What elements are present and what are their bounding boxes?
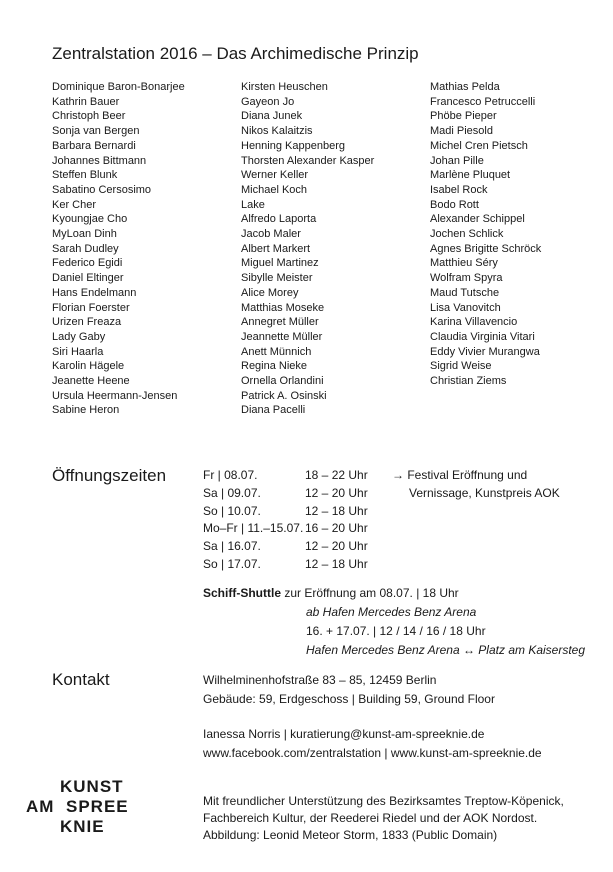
artist-name: Michel Cren Pietsch <box>430 139 528 152</box>
artist-name: Werner Keller <box>241 169 309 182</box>
artist-name: Sibylle Meister <box>241 272 313 285</box>
artist-name: Christian Ziems <box>430 375 507 388</box>
opening-time: 12 – 18 Uhr <box>305 503 368 518</box>
kunst-am-spreeknie-logo <box>26 777 151 839</box>
opening-time: 16 – 20 Uhr <box>305 521 368 536</box>
artist-name: Claudia Virginia Vitari <box>430 330 535 343</box>
artist-name: Annegret Müller <box>241 316 319 329</box>
opening-time: 12 – 20 Uhr <box>305 539 368 554</box>
shuttle-info <box>203 584 585 660</box>
artist-name: Johan Pille <box>430 154 484 167</box>
artist-name: Lady Gaby <box>52 330 106 343</box>
artist-name: MyLoan Dinh <box>52 228 117 241</box>
contact-web-line[interactable]: www.facebook.com/zentralstation | www.kunst-am-spreeknie.de <box>203 746 542 760</box>
opening-time: 12 – 18 Uhr <box>305 556 368 571</box>
artist-list-column-1 <box>52 80 185 418</box>
artist-name: Matthias Moseke <box>241 301 325 314</box>
artist-name: Urizen Freaza <box>52 316 122 329</box>
opening-note <box>392 467 560 503</box>
artist-name: Matthieu Séry <box>430 257 498 270</box>
address-line: Gebäude: 59, Erdgeschoss | Building 59, Ground Floor <box>203 692 495 706</box>
artist-name: Gayeon Jo <box>241 95 295 108</box>
artist-name: Sarah Dudley <box>52 242 119 255</box>
page-title: Zentralstation 2016 – Das Archimedische Prinzip <box>52 44 419 63</box>
opening-day: So | 10.07. <box>203 503 261 518</box>
opening-day: So | 17.07. <box>203 556 261 571</box>
artist-list-column-3 <box>430 80 541 389</box>
artist-name: Sonja van Bergen <box>52 125 140 138</box>
artist-list-column-2 <box>241 80 374 418</box>
opening-day: Sa | 16.07. <box>203 539 261 554</box>
artist-name: Kathrin Bauer <box>52 95 120 108</box>
artist-name: Miguel Martinez <box>241 257 319 270</box>
shuttle-route: Hafen Mercedes Benz Arena ↔ Platz am Kaisersteg <box>306 643 586 657</box>
artist-name: Maud Tutsche <box>430 286 500 299</box>
artist-name: Madi Piesold <box>430 125 493 138</box>
artist-name: Henning Kappenberg <box>241 139 345 152</box>
credit-line: Abbildung: Leonid Meteor Storm, 1833 (Public Domain) <box>203 828 498 842</box>
artist-name: Patrick A. Osinski <box>241 389 327 402</box>
artist-name: Sigrid Weise <box>430 360 492 373</box>
artist-name: Ornella Orlandini <box>241 375 324 388</box>
opening-day: Mo–Fr | 11.–15.07. <box>203 521 304 536</box>
artist-name: Jacob Maler <box>241 228 301 241</box>
artist-name: Kirsten Heuschen <box>241 81 328 93</box>
artist-name: Regina Nieke <box>241 360 308 373</box>
artist-name: Jochen Schlick <box>430 228 504 241</box>
opening-time: 12 – 20 Uhr <box>305 485 368 500</box>
logo-word: SPREE <box>66 797 129 816</box>
logo-word: KUNST <box>60 777 124 796</box>
artist-name: Barbara Bernardi <box>52 139 136 152</box>
artist-name: Hans Endelmann <box>52 286 137 299</box>
address-line: Wilhelminenhofstraße 83 – 85, 12459 Berlin <box>203 673 437 687</box>
credit-line: Fachbereich Kultur, der Reederei Riedel und der AOK Nordost. <box>203 811 538 825</box>
credit-line: Mit freundlicher Unterstützung des Bezirksamtes Treptow-Köpenick, <box>203 794 564 808</box>
artist-name: Phöbe Pieper <box>430 110 497 123</box>
artist-name: Christoph Beer <box>52 110 126 123</box>
artist-name: Karolin Hägele <box>52 360 125 373</box>
artist-name: Thorsten Alexander Kasper <box>241 154 375 167</box>
artist-name: Francesco Petruccelli <box>430 95 536 108</box>
shuttle-times: 16. + 17.07. | 12 / 14 / 16 / 18 Uhr <box>306 624 486 638</box>
artist-name: Mathias Pelda <box>430 81 500 93</box>
artist-name: Johannes Bittmann <box>52 154 147 167</box>
opening-note-line: Vernissage, Kunstpreis AOK <box>409 485 560 500</box>
artist-name: Federico Egidi <box>52 257 123 270</box>
artist-name: Steffen Blunk <box>52 169 118 182</box>
logo-word: KNIE <box>60 817 105 836</box>
artist-name: Jeanette Heene <box>52 375 130 388</box>
opening-day: Fr | 08.07. <box>203 468 258 482</box>
artist-name: Karina Villavencio <box>430 316 518 329</box>
contact-details <box>203 725 542 763</box>
artist-name: Alfredo Laporta <box>241 213 317 226</box>
artist-name: Diana Pacelli <box>241 404 306 417</box>
artist-name: Jeannette Müller <box>241 330 323 343</box>
artist-name: Alexander Schippel <box>430 213 525 226</box>
artist-name: Ursula Heermann-Jensen <box>52 389 178 402</box>
contact-address <box>203 671 495 709</box>
credits <box>203 793 564 844</box>
shuttle-opening-time: zur Eröffnung am 08.07. | 18 Uhr <box>281 586 459 600</box>
shuttle-departure: ab Hafen Mercedes Benz Arena <box>306 605 477 619</box>
artist-name: Ker Cher <box>52 198 97 211</box>
artist-name: Anett Münnich <box>241 345 312 358</box>
opening-hours-heading: Öffnungszeiten <box>52 466 167 485</box>
artist-name: Dominique Baron-Bonarjee <box>52 81 185 93</box>
artist-name: Marlène Pluquet <box>430 169 511 182</box>
artist-name: Wolfram Spyra <box>430 272 503 285</box>
artist-name: Albert Markert <box>241 242 311 255</box>
artist-name: Siri Haarla <box>52 345 104 358</box>
artist-name: Florian Foerster <box>52 301 130 314</box>
artist-name: Bodo Rott <box>430 198 479 211</box>
contact-email-line[interactable]: Ianessa Norris | kuratierung@kunst-am-spreeknie.de <box>203 727 485 741</box>
opening-day: Sa | 09.07. <box>203 485 261 500</box>
artist-name: Daniel Eltinger <box>52 272 124 285</box>
artist-name: Lisa Vanovitch <box>430 301 501 314</box>
logo-word: AM <box>26 797 55 816</box>
artist-name: Eddy Vivier Murangwa <box>430 345 540 358</box>
opening-note-line: → Festival Eröffnung und <box>392 468 528 482</box>
artist-name: Agnes Brigitte Schröck <box>430 242 542 255</box>
artist-name: Sabine Heron <box>52 404 120 417</box>
artist-name: Lake <box>241 198 265 211</box>
artist-name: Alice Morey <box>241 286 299 299</box>
shuttle-label: Schiff-Shuttle <box>203 586 281 600</box>
artist-name: Nikos Kalaitzis <box>241 125 313 138</box>
artist-name: Kyoungjae Cho <box>52 213 128 226</box>
artist-name: Michael Koch <box>241 183 308 196</box>
artist-name: Diana Junek <box>241 110 303 123</box>
contact-heading: Kontakt <box>52 670 110 689</box>
artist-name: Isabel Rock <box>430 183 488 196</box>
opening-time: 18 – 22 Uhr <box>305 468 368 482</box>
artist-name: Sabatino Cersosimo <box>52 183 152 196</box>
